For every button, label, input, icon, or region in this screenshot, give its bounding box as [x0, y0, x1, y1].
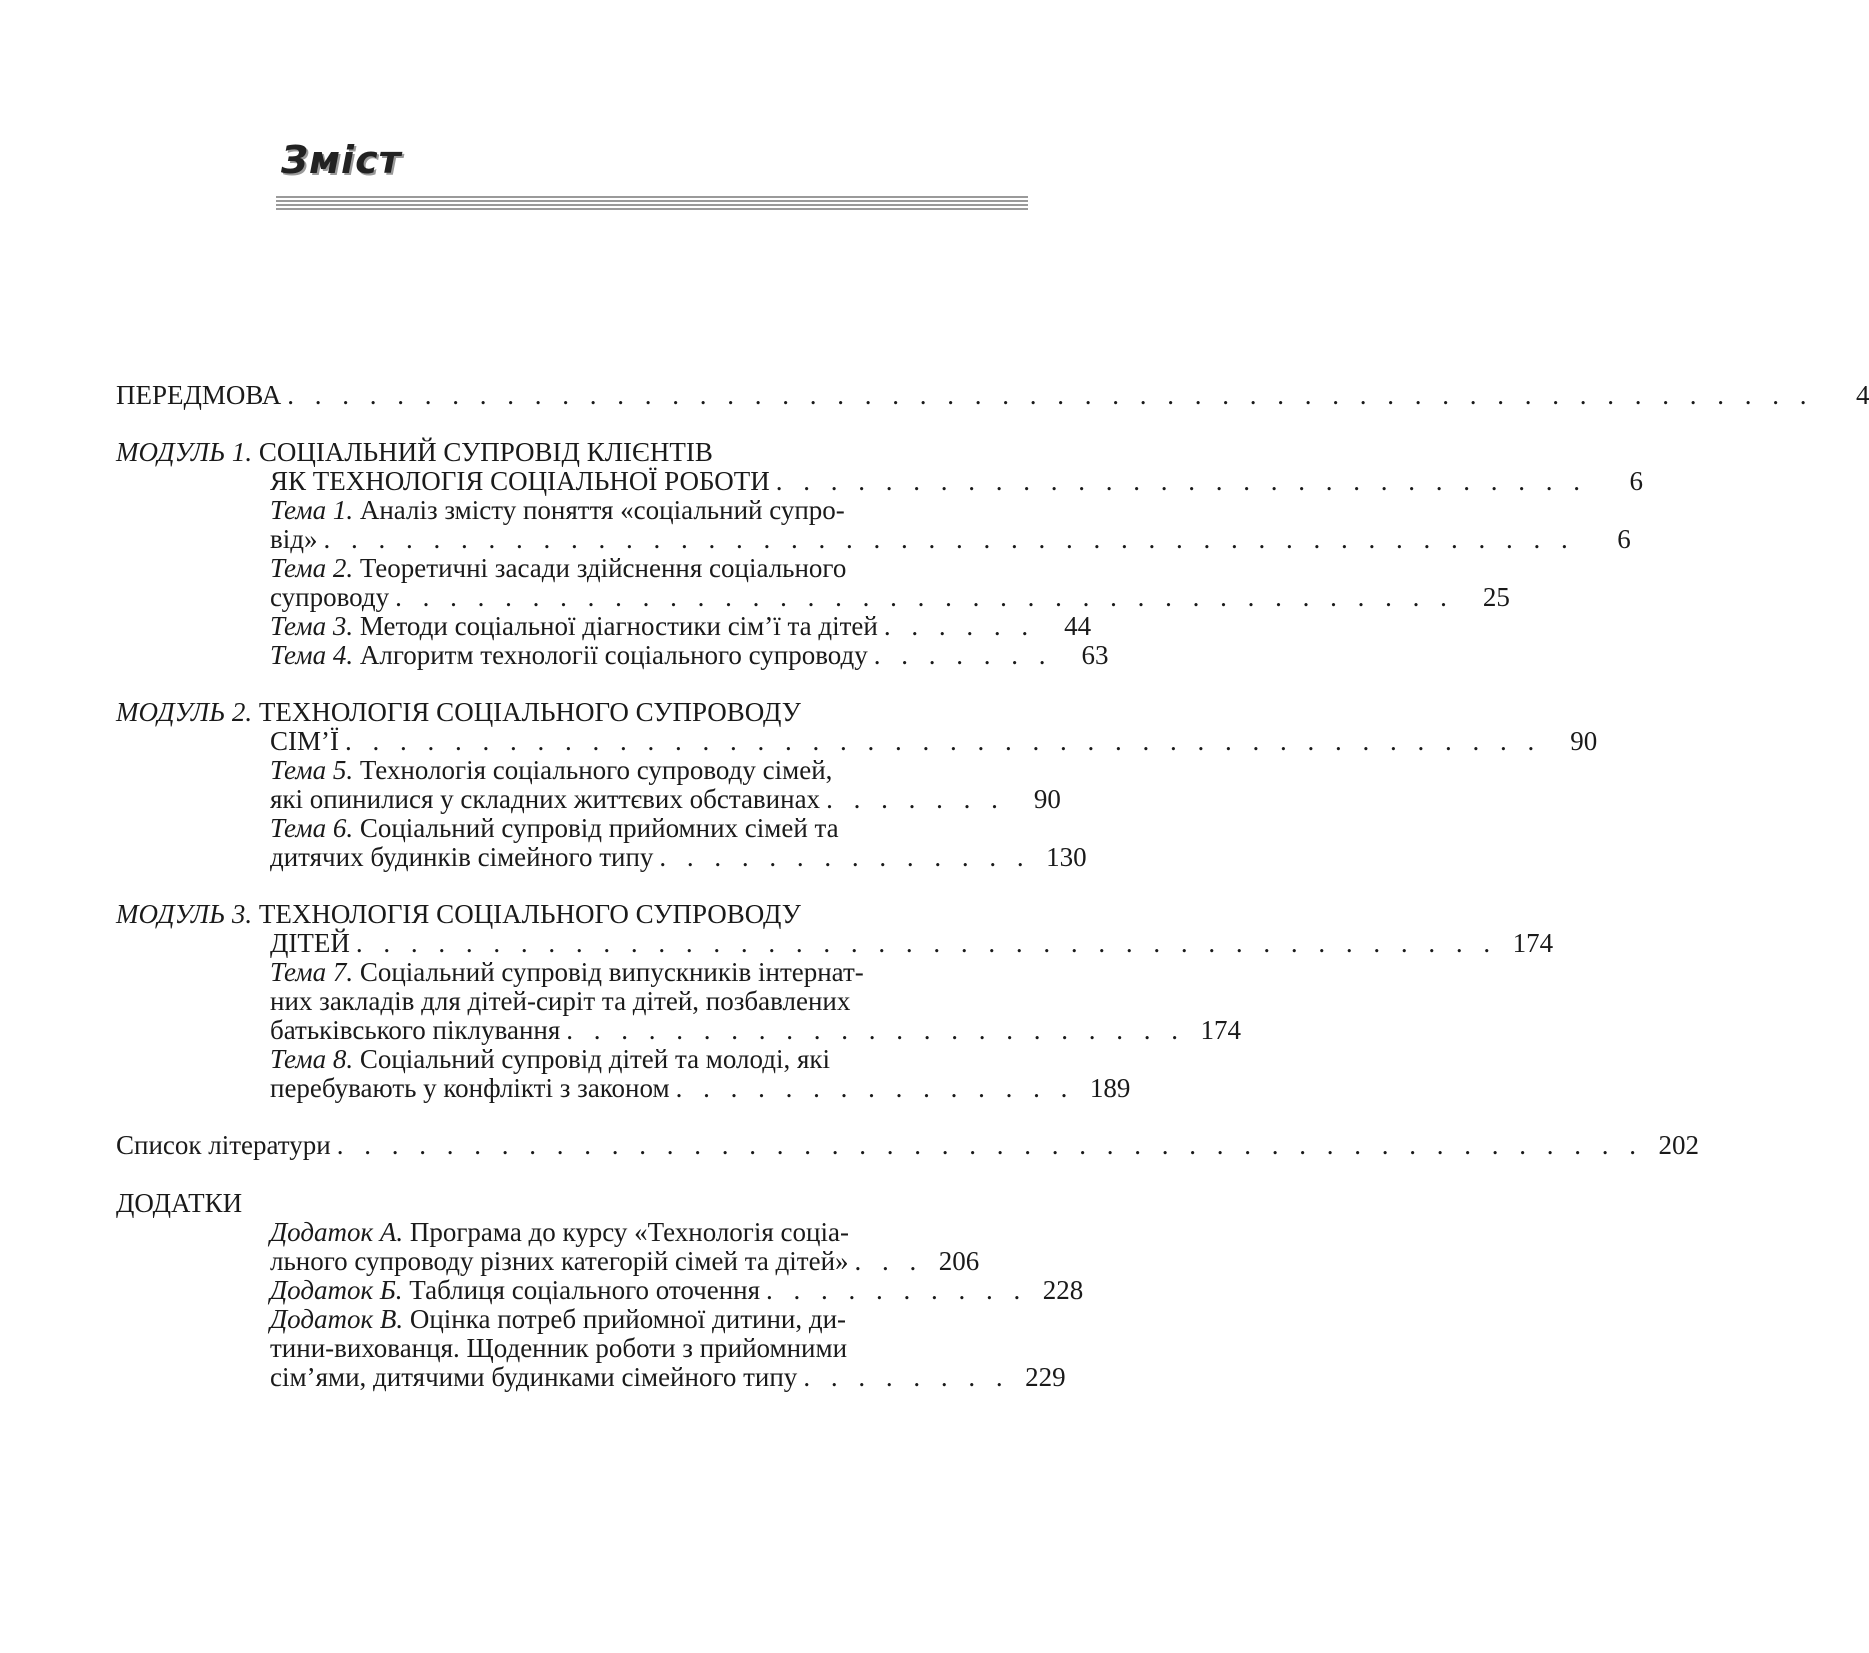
- toc-appendix-b[interactable]: [270, 1275, 1084, 1305]
- toc-entry-module-3[interactable]: [270, 928, 1554, 958]
- topic-title: Соціальний супровід випускників інтернат-: [359, 957, 864, 987]
- appendix-title: Програма до курсу «Технологія соціа-: [409, 1217, 849, 1247]
- leader-dots: . . . . . . . . . . . . . . . . . . . . . . . . . . . . . . . . . . . . . . . . . . . . . .: [323, 524, 1575, 554]
- leader-dots: . . . . . .: [883, 611, 1036, 641]
- module-title: ТЕХНОЛОГІЯ СОЦІАЛЬНОГО СУПРОВОДУ: [258, 899, 801, 929]
- leader-dots: . . .: [854, 1246, 924, 1276]
- topic-title-cont: супроводу: [270, 582, 390, 612]
- leader-dots: . . . . . . .: [826, 784, 1005, 814]
- toc-page-number: 228: [1042, 1275, 1084, 1305]
- toc-topic-6-cont[interactable]: [270, 842, 1087, 872]
- toc-entry-module-1[interactable]: [270, 466, 1644, 496]
- toc-topic-7-cont2[interactable]: [270, 1015, 1242, 1045]
- toc-entry-preface[interactable]: [116, 380, 1869, 410]
- toc-page-number: 174: [1512, 928, 1554, 958]
- toc-appendix-c-cont1[interactable]: [270, 1333, 847, 1363]
- topic-title: Соціальний супровід прийомних сімей та: [359, 813, 839, 843]
- toc-topic-4[interactable]: [270, 640, 1109, 670]
- module-prefix: МОДУЛЬ 1.: [116, 437, 253, 467]
- module-prefix: МОДУЛЬ 2.: [116, 697, 253, 727]
- leader-dots: . . . . . . . . . . . . . .: [659, 842, 1031, 872]
- leader-dots: . . . . . . . .: [803, 1362, 1010, 1392]
- toc-appendix-a-cont[interactable]: [270, 1246, 980, 1276]
- topic-title: Теоретичні засади здійснення соціального: [359, 553, 847, 583]
- leader-dots: . . . . . . . . . . . . . . . . . . . . . . . . . . . . . . . . . . . . . . . . . . . .: [345, 726, 1542, 756]
- toc-topic-1-cont[interactable]: [270, 524, 1631, 554]
- leader-dots: . . . . . . . . . . . . . . . . . . . . . . . . . . . . . . . . . . . . . . . . . .: [355, 928, 1498, 958]
- title-underline-rules: [276, 196, 1028, 212]
- toc-page-number: 4: [1855, 380, 1869, 410]
- topic-prefix: Тема 2.: [270, 553, 354, 583]
- toc-page-number: 174: [1200, 1015, 1242, 1045]
- leader-dots: . . . . . . . . . . . . . . . . . . . . . . .: [566, 1015, 1186, 1045]
- topic-title-cont: дитячих будинків сімейного типу: [270, 842, 654, 872]
- toc-label: Список літератури: [116, 1130, 331, 1160]
- module-title-cont: СІМ’Ї: [270, 726, 339, 756]
- toc-appendix-c-cont2[interactable]: [270, 1362, 1066, 1392]
- leader-dots: . . . . . . . . . . . . . . .: [675, 1073, 1075, 1103]
- toc-page-number: 206: [938, 1246, 980, 1276]
- toc-label: ДОДАТКИ: [116, 1188, 243, 1218]
- toc-topic-5-cont[interactable]: [270, 784, 1061, 814]
- toc-page-number: 6: [1617, 524, 1631, 554]
- module-title: ТЕХНОЛОГІЯ СОЦІАЛЬНОГО СУПРОВОДУ: [258, 697, 801, 727]
- module-prefix: МОДУЛЬ 3.: [116, 899, 253, 929]
- module-title: СОЦІАЛЬНИЙ СУПРОВІД КЛІЄНТІВ: [258, 437, 713, 467]
- toc-entry-references[interactable]: [116, 1130, 1699, 1160]
- appendix-prefix: Додаток А.: [270, 1217, 404, 1247]
- appendix-title: Таблиця соціального оточення: [409, 1275, 761, 1305]
- toc-page-number: 44: [1064, 611, 1092, 641]
- topic-prefix: Тема 8.: [270, 1044, 354, 1074]
- appendix-title: Оцінка потреб прийомної дитини, ди-: [409, 1304, 847, 1334]
- toc-label: ПЕРЕДМОВА: [116, 380, 282, 410]
- toc-entry-module-2[interactable]: [270, 726, 1598, 756]
- toc-topic-3[interactable]: [270, 611, 1092, 641]
- topic-title: Методи соціальної діагностики сім’ї та дітей: [359, 611, 878, 641]
- topic-title-cont: від»: [270, 524, 318, 554]
- page-title: Зміст: [281, 138, 402, 182]
- module-title-cont: ДІТЕЙ: [270, 928, 350, 958]
- topic-title-cont: які опинилися у складних життєвих обставинах: [270, 784, 821, 814]
- module-title-cont: ЯК ТЕХНОЛОГІЯ СОЦІАЛЬНОЇ РОБОТИ: [270, 466, 770, 496]
- toc-page-number: 63: [1081, 640, 1109, 670]
- toc-topic-5[interactable]: [270, 755, 832, 785]
- appendix-title-cont: сім’ями, дитячими будинками сімейного типу: [270, 1362, 798, 1392]
- toc-page-number: 90: [1570, 726, 1598, 756]
- topic-title: Соціальний супровід дітей та молоді, які: [359, 1044, 831, 1074]
- appendix-title-cont: льного супроводу різних категорій сімей та дітей»: [270, 1246, 849, 1276]
- topic-title: Алгоритм технології соціального супроводу: [359, 640, 868, 670]
- toc-topic-6[interactable]: [270, 813, 839, 843]
- leader-dots: . . . . . . . . . . . . . . . . . . . . . . . . . . . . . . . . . . . . . . . . . . . . . . . .: [336, 1130, 1643, 1160]
- toc-module-2-heading[interactable]: [116, 697, 801, 727]
- leader-dots: . . . . . . . . . . . . . . . . . . . . . . . . . . . . . .: [775, 466, 1588, 496]
- toc-topic-8[interactable]: [270, 1044, 830, 1074]
- toc-page-number: 189: [1089, 1073, 1131, 1103]
- toc-page-number: 90: [1033, 784, 1061, 814]
- leader-dots: . . . . . . . . . . . . . . . . . . . . . . . . . . . . . . . . . . . . . . . . . . . . . . . . . . . . . . . .: [287, 380, 1814, 410]
- toc-appendix-a[interactable]: [270, 1217, 849, 1247]
- toc-appendices-heading[interactable]: [116, 1188, 242, 1218]
- toc-page-number: 202: [1658, 1130, 1699, 1160]
- topic-title: Технологія соціального супроводу сімей,: [359, 755, 833, 785]
- toc-appendix-c[interactable]: [270, 1304, 846, 1334]
- leader-dots: . . . . . . .: [873, 640, 1053, 670]
- topic-prefix: Тема 4.: [270, 640, 354, 670]
- leader-dots: . . . . . . . . . .: [766, 1275, 1028, 1305]
- appendix-prefix: Додаток В.: [270, 1304, 404, 1334]
- toc-page-number: 25: [1482, 582, 1510, 612]
- toc-page-number: 6: [1629, 466, 1644, 496]
- topic-prefix: Тема 3.: [270, 611, 354, 641]
- leader-dots: . . . . . . . . . . . . . . . . . . . . . . . . . . . . . . . . . . . . . . .: [395, 582, 1454, 612]
- topic-title-cont: батьківського піклування: [270, 1015, 561, 1045]
- topic-title-cont: перебувають у конфлікті з законом: [270, 1073, 670, 1103]
- topic-prefix: Тема 7.: [270, 957, 354, 987]
- toc-module-1-heading[interactable]: [116, 437, 713, 467]
- toc-page-number: 229: [1025, 1362, 1066, 1392]
- topic-title: Аналіз змісту поняття «соціальний супро-: [359, 495, 845, 525]
- toc-page-number: 130: [1046, 842, 1087, 872]
- topic-prefix: Тема 5.: [270, 755, 354, 785]
- topic-prefix: Тема 1.: [270, 495, 354, 525]
- topic-prefix: Тема 6.: [270, 813, 354, 843]
- appendix-prefix: Додаток Б.: [270, 1275, 403, 1305]
- toc-topic-2-cont[interactable]: [270, 582, 1510, 612]
- toc-topic-2[interactable]: [270, 553, 846, 583]
- toc-topic-1[interactable]: [270, 495, 845, 525]
- toc-topic-7[interactable]: [270, 957, 864, 987]
- toc-topic-7-cont1[interactable]: [270, 986, 850, 1016]
- appendix-title-cont: тини-вихованця. Щоденник роботи з прийомними: [270, 1333, 848, 1363]
- topic-title-cont: них закладів для дітей-сиріт та дітей, позбавлених: [270, 986, 851, 1016]
- toc-module-3-heading[interactable]: [116, 899, 801, 929]
- toc-topic-8-cont[interactable]: [270, 1073, 1131, 1103]
